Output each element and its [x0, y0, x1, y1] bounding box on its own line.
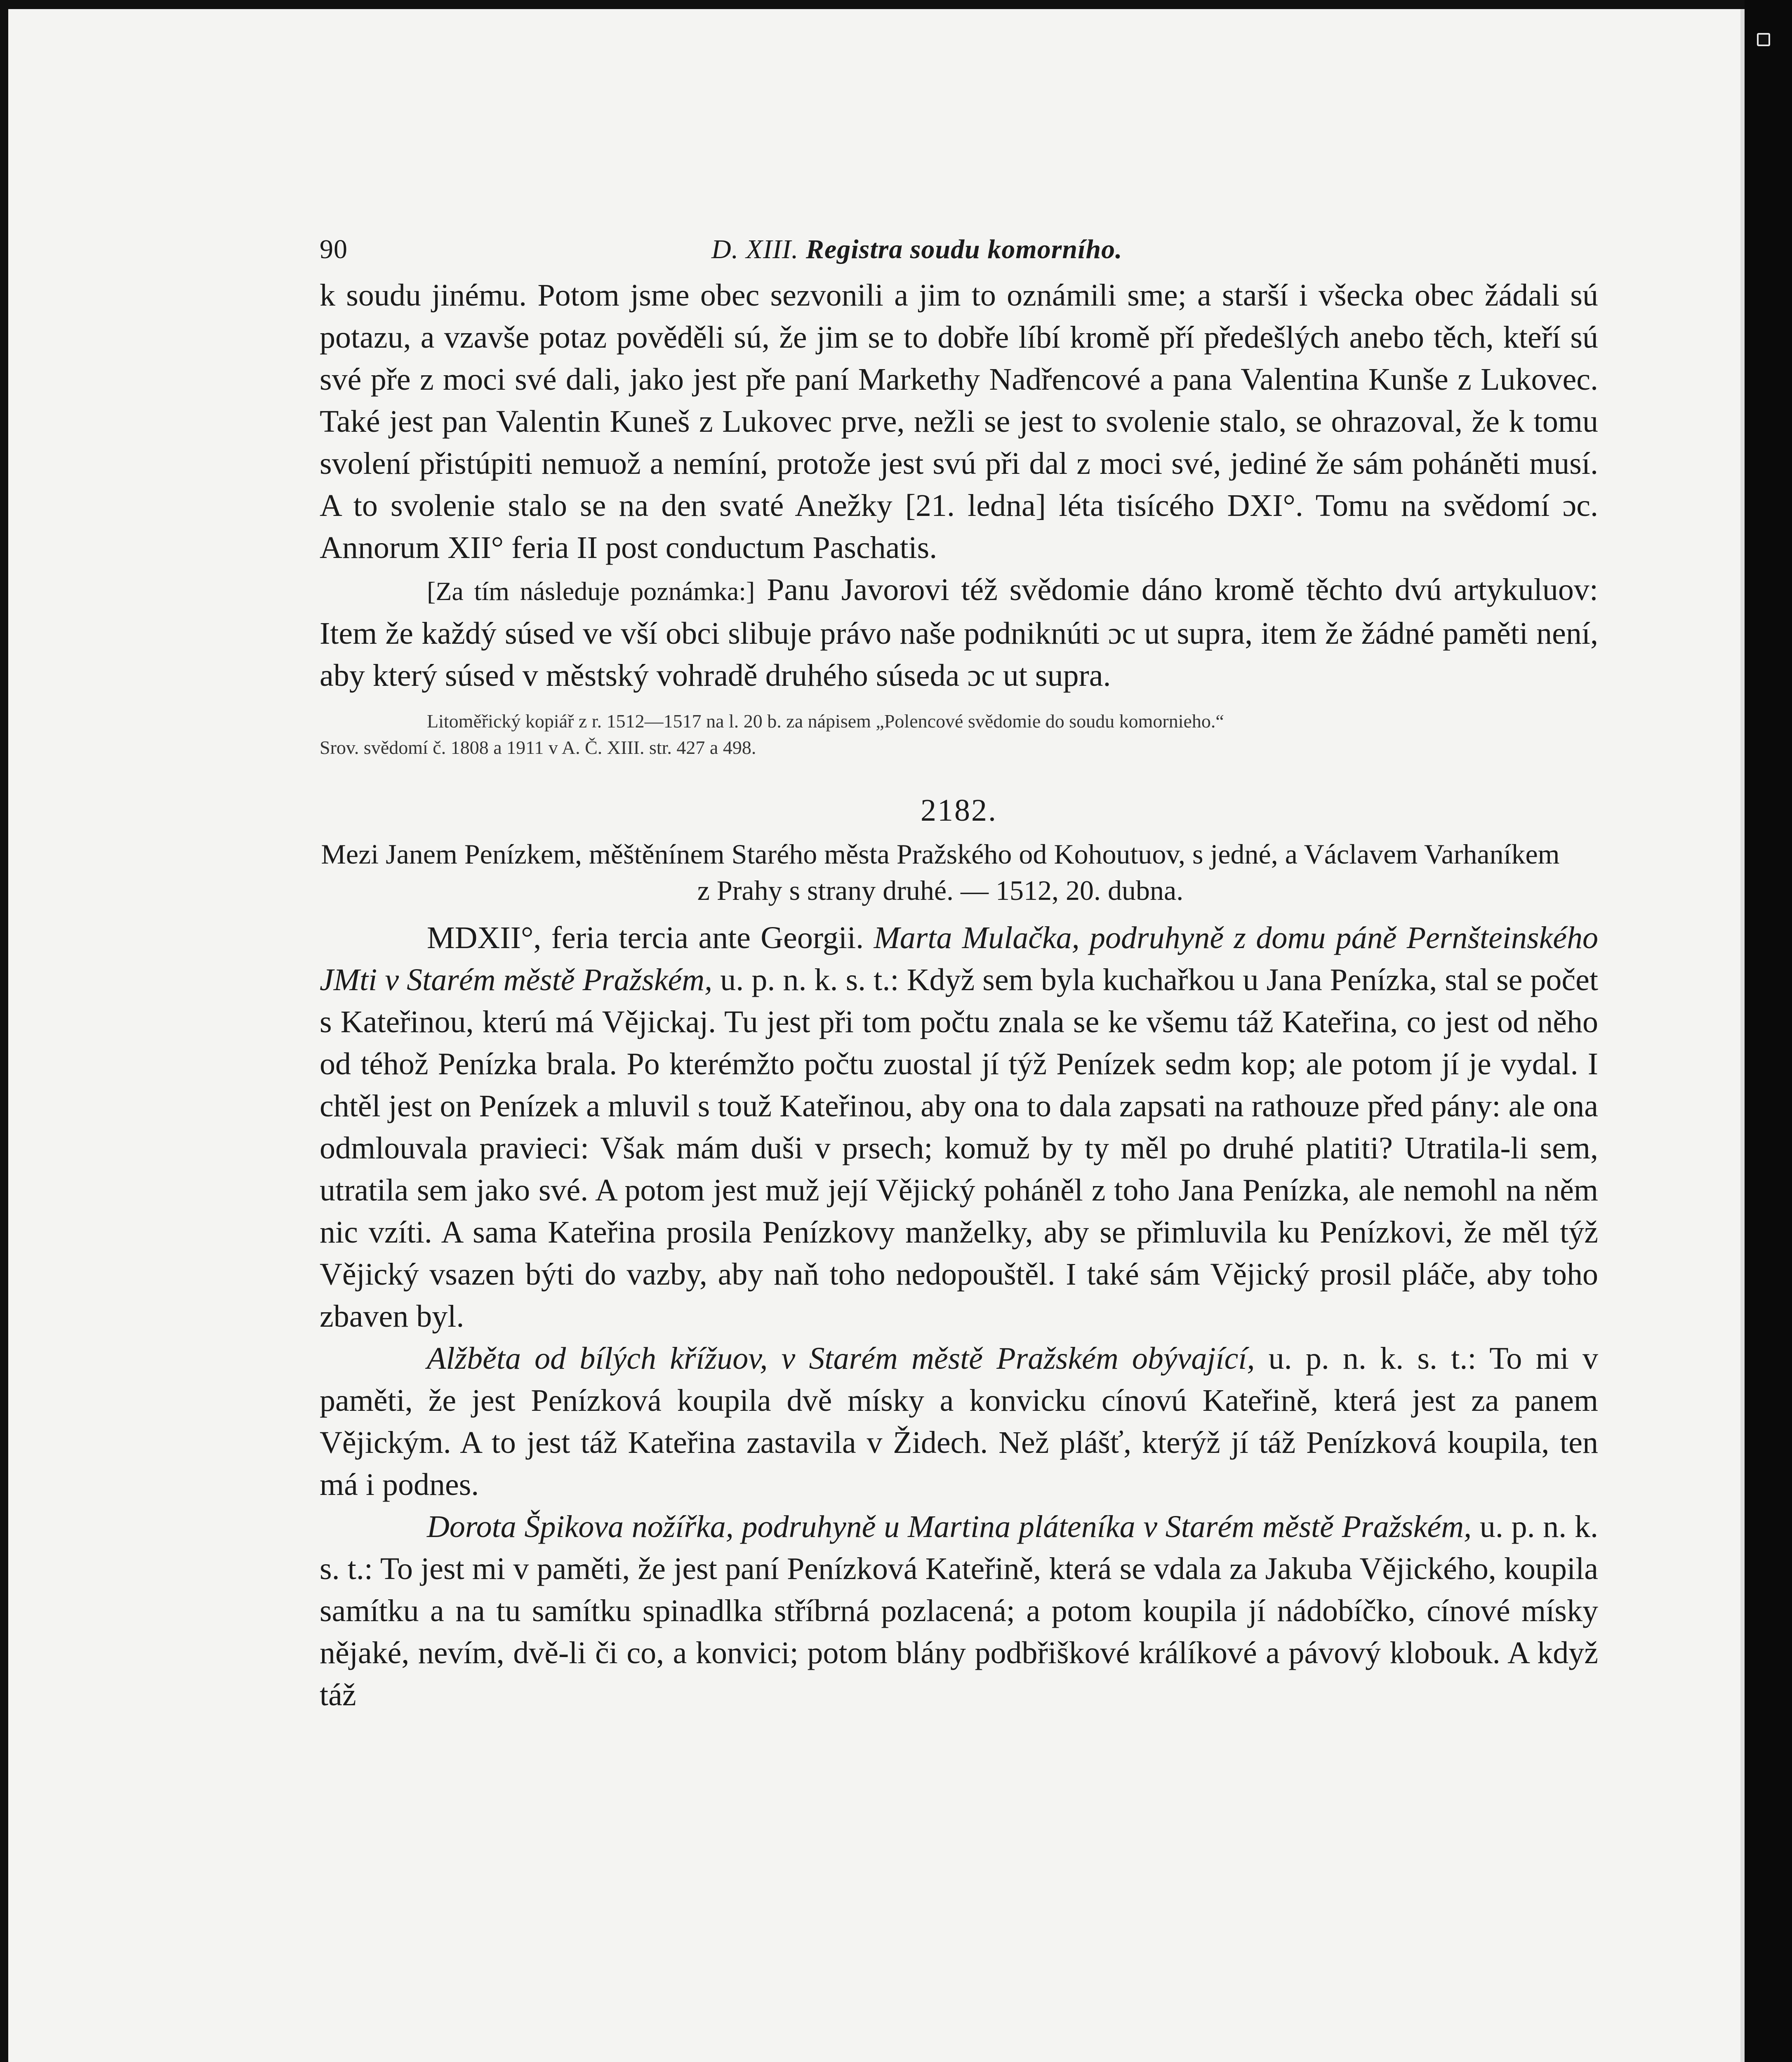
testimony-paragraph-1: [320, 917, 1598, 1337]
scan-edge-border: [1745, 0, 1792, 2062]
note-paragraph: [320, 569, 1598, 697]
source-note-line-2: Srov. svědomí č. 1808 a 1911 v A. Č. XIII. str. 427 a 498.: [320, 737, 756, 758]
testimony-paragraph-2: [320, 1337, 1598, 1506]
running-header: [320, 225, 1598, 274]
testimony-paragraph-3: [320, 1506, 1598, 1716]
page-number: 90: [320, 234, 348, 264]
note-bracket-label: [Za tím následuje poznámka:]: [427, 577, 755, 606]
running-title-prefix: D. XIII.: [711, 234, 799, 264]
witness-name: Marta Mulačka, podruhyně z domu páně Pernšteinského JMti v Starém městě Pražském,: [320, 920, 1599, 997]
running-title: [711, 225, 1123, 274]
witness-name: Dorota Špikova nožířka, podruhyně u Martina pláteníka v Starém městě Pražském,: [427, 1509, 1472, 1544]
testimony-text: u. p. n. k. s. t.: To jest mi v paměti, že jest paní Penízková Kateřině, která se vdala za Jakuba Vějického, koupila samítku a na tu samítku spinadlka stříbrná pozlacená; a potom koupila jí nádobíčko, cínové mísky nějaké, nevím, dvě-li či co, a konvici; potom blány podbřiškové králíkové a pávový klobouk. A když táž: [320, 1509, 1599, 1712]
document-regest: Mezi Janem Penízkem, měštěnínem Starého města Pražského od Kohoutuov, s jedné, a Václavem Varhaníkem z Prahy s strany druhé. — 1512, 20. dubna.: [321, 838, 1560, 906]
running-title-main: Registra soudu komorního.: [805, 234, 1123, 264]
note-text: Panu Javorovi též svědomie dáno kromě těchto dvú artykuluov: Item že každý súsed ve vší obci slibuje právo naše podniknúti ɔc ut supra, item že žádné paměti není, aby který súsed v městský vohradě druhého súseda ɔc ut supra.: [320, 572, 1598, 693]
witness-name: Alžběta od bílých křížuov, v Starém městě Pražském obývající,: [427, 1341, 1255, 1376]
testimony-text: u. p. n. k. s. t.: To mi v paměti, že jest Penízková koupila dvě mísky a konvicku cínovú Kateřině, která jest za panem Vějickým. A to jest táž Kateřina zastavila v Židech. Než plášť, kterýž jí táž Penízková koupila, ten má i podnes.: [320, 1341, 1599, 1502]
corner-square-icon: [1757, 33, 1770, 46]
page-content: [320, 225, 1598, 1716]
source-note-line-1: Litoměřický kopiář z r. 1512—1517 na l. 20 b. za nápisem „Polencové svědomie do soudu komornieho.“: [427, 711, 1224, 732]
source-note: [320, 708, 1598, 761]
testimony-text: u. p. n. k. s. t.: Když sem byla kuchařkou u Jana Penízka, stal se počet s Kateřinou, kterú má Vějickaj. Tu jest při tom počtu znala se ke všemu táž Kateřina, co jest od něho od téhož Penízka brala. Po kterémžto počtu zuostal jí týž Penízek sedm kop; ale potom jí je vydal. I chtěl jest on Penízek a mluvil s touž Kateřinou, aby ona to dala zapsati na rathouze před pány: ale ona odmlouvala pravieci: Však mám duši v prsech; komuž by ty měl po druhé platiti? Utratila-li sem, utratila sem jako své. A potom jest muž její Vějický poháněl z toho Jana Penízka, ale nemohl na něm nic vzíti. A sama Kateřina prosila Penízkovy manželky, aby se přimluvila ku Penízkovi, že měl týž Vějický vsazen býti do vazby, aby naň toho nedopouštěl. I také sám Vějický prosil pláče, aby toho zbaven byl.: [320, 963, 1599, 1334]
date-formula: MDXII°, feria tercia ante Georgii.: [427, 920, 864, 955]
document-number: 2182.: [921, 793, 997, 828]
continuation-paragraph: k soudu jinému. Potom jsme obec sezvonili a jim to oznámili sme; a starší i všecka obec žádali sú potazu, a vzavše potaz pověděli sú, že jim se to dobře líbí kromě pří předešlých anebo těch, kteří sú své pře z moci své dali, jako jest pře paní Markethy Nadřencové a pana Valentina Kunše z Lukovec. Také jest pan Valentin Kuneš z Lukovec prve, nežli se jest to svolenie stalo, se ohrazoval, že k tomu svolení přistúpiti nemuož a nemíní, protože jest svú při dal z moci své, jediné že sám poháněti musí. A to svolenie stalo se na den svaté Anežky [21. ledna] léta tisícého DXI°. Tomu na svědomí ɔc. Annorum XII° feria II post conductum Paschatis.: [320, 278, 1598, 565]
